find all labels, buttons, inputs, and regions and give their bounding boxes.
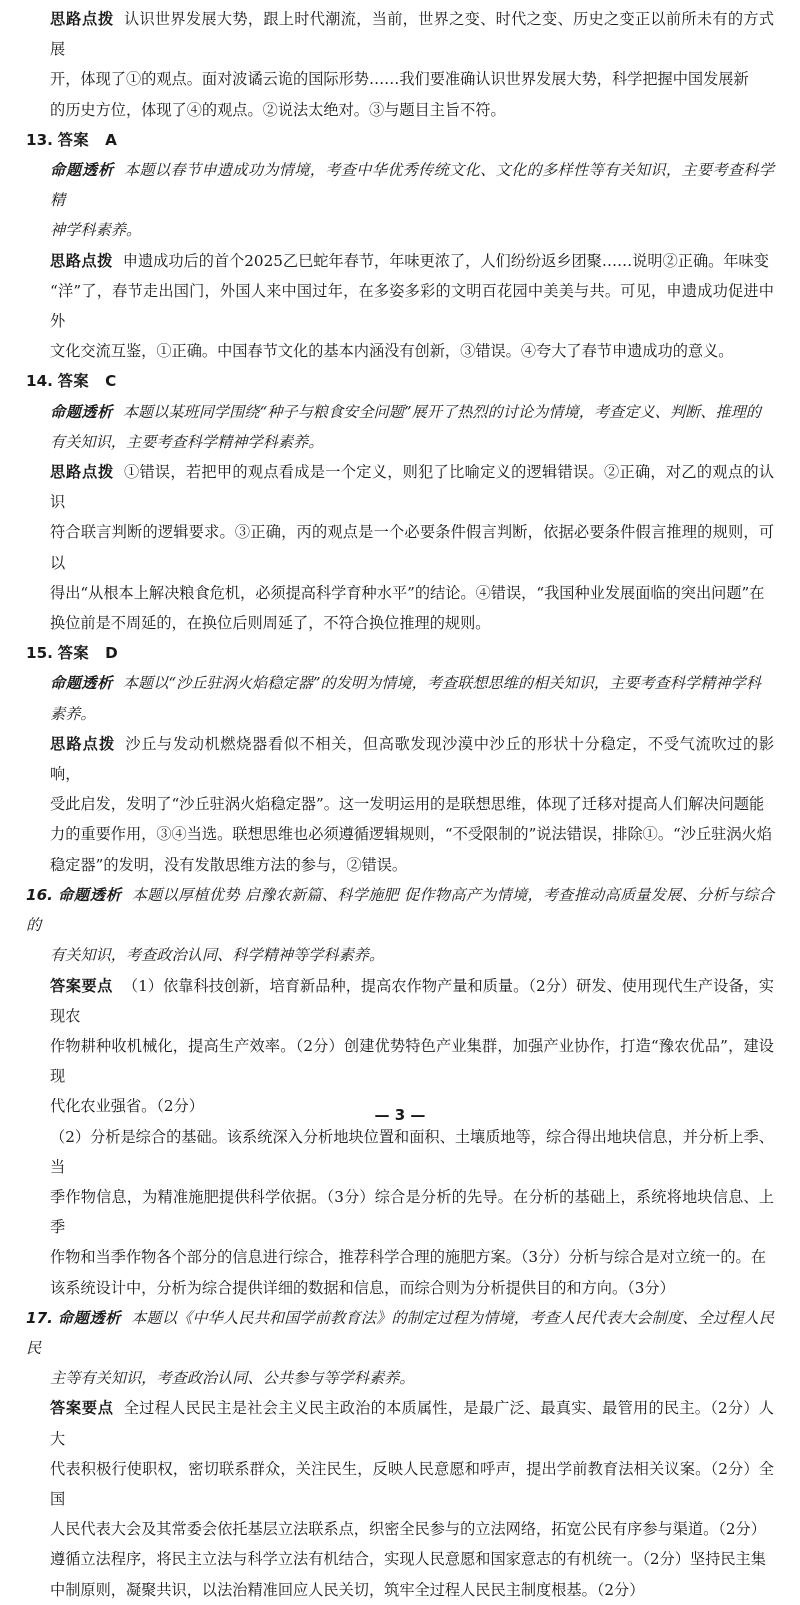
q13-silu-line-1: 申遗成功后的首个2025乙巳蛇年春节，年味更浓了，人们纷纷返乡团聚……说明②正确。年味变: [122, 251, 769, 270]
question-number: 14.: [26, 372, 53, 391]
answer-value: C: [105, 372, 117, 391]
q13-mingti-line-2: 神学科素养。: [50, 221, 142, 240]
mingti-label: 命题透析: [57, 885, 122, 904]
q13-mingti: [26, 155, 774, 246]
q16-part2-line-3: 作物和当季作物各个部分的信息进行综合，推荐科学合理的施肥方案。（3分）分析与综合是对立统一的。在: [50, 1248, 766, 1267]
q14-silu-line-3: 得出“从根本上解决粮食危机，必须提高科学育种水平”的结论。④错误，“我国种业发展面临的突出问题”在: [50, 583, 765, 602]
q16-part2-line-4: 该系统设计中，分析为综合提供详细的数据和信息，而综合则为分析提供目的和方向。（3分）: [50, 1278, 675, 1297]
answer-label: 答案: [57, 644, 90, 663]
q16-yaodian-line-3: 代化农业强省。（2分）: [50, 1097, 204, 1116]
q17-mingti-line-2: 主等有关知识，考查政治认同、公共参与等学科素养。: [50, 1369, 415, 1388]
q15-silu-line-2: 受此启发，发明了“沙丘驻涡火焰稳定器”。这一发明运用的是联想思维，体现了迁移对提高人们解决问题能: [50, 795, 765, 814]
q12-silu: [26, 4, 774, 125]
yaodian-label: 答案要点: [50, 1399, 114, 1418]
q15-silu: [26, 729, 774, 880]
q16-part2-line-1: （2）分析是综合的基础。该系统深入分析地块位置和面积、土壤质地等，综合得出地块信息，并分析上季、当: [50, 1127, 774, 1176]
q15-silu-line-3: 力的重要作用，③④当选。联想思维也必须遵循逻辑规则，“不受限制的”说法错误，排除①。“沙丘驻涡火焰: [50, 825, 772, 844]
answer-label: 答案: [57, 130, 90, 149]
q13-silu-line-3: 文化交流互鉴，①正确。中国春节文化的基本内涵没有创新，③错误。④夸大了春节申遗成功的意义。: [50, 342, 734, 361]
answer-value: D: [105, 644, 118, 663]
q15-header: [26, 638, 774, 668]
silu-label: 思路点拨: [50, 10, 114, 28]
q14-silu-line-4: 换位前是不周延的，在换位后则周延了，不符合换位推理的规则。: [50, 614, 491, 633]
q17-mingti-line-1: 本题以《中华人民共和国学前教育法》的制定过程为情境，考查人民代表大会制度、全过程人民民: [26, 1308, 775, 1357]
question-number: 15.: [26, 644, 53, 663]
q14-silu-line-1: ①错误，若把甲的观点看成是一个定义，则犯了比喻定义的逻辑错误。②正确，对乙的观点的认识: [50, 463, 775, 512]
q16-mingti-line-1: 本题以厚植优势 启豫农新篇、科学施肥 促作物高产为情境，考查推动高质量发展、分析与综合的: [26, 885, 775, 935]
mingti-label: 命题透析: [50, 674, 113, 693]
q15-mingti: [26, 668, 774, 728]
q13-silu-line-2: “洋”了，春节走出国门，外国人来中国过年，在多姿多彩的文明百花园中美美与共。可见，申遗成功促进中外: [50, 281, 774, 331]
answer-value: A: [105, 130, 117, 149]
q16-part2-line-2: 季作物信息，为精准施肥提供科学依据。（3分）综合是分析的先导。在分析的基础上，系统将地块信息、上季: [50, 1187, 774, 1237]
q14-silu-line-2: 符合联言判断的逻辑要求。③正确，丙的观点是一个必要条件假言判断，依据必要条件假言推理的规则，可以: [50, 523, 774, 572]
q13-mingti-line-1: 本题以春节申遗成功为情境，考查中华优秀传统文化、文化的多样性等有关知识，主要考查科学精: [50, 161, 775, 210]
q15-silu-line-1: 沙丘与发动机燃烧器看似不相关，但高歌发现沙漠中沙丘的形状十分稳定，不受气流吹过的影响，: [50, 734, 775, 784]
silu-label: 思路点拨: [50, 463, 114, 482]
q17-yaodian-line-3: 人民代表大会及其常委会依托基层立法联系点，织密全民参与的立法网络，拓宽公民有序参与渠道。（2分）: [50, 1520, 766, 1539]
q15-mingti-line-2: 素养。: [50, 704, 96, 723]
silu-label: 思路点拨: [50, 734, 116, 753]
q17-mingti: [26, 1303, 774, 1394]
q13-silu: [26, 246, 774, 367]
silu-label: 思路点拨: [50, 251, 113, 270]
q14-mingti-line-2: 有关知识，主要考查科学精神学科素养。: [50, 432, 324, 451]
question-number: 17.: [26, 1308, 53, 1327]
q16-yaodian: [26, 971, 774, 1303]
q17-yaodian-line-2: 代表积极行使职权，密切联系群众，关注民生，反映人民意愿和呼声，提出学前教育法相关议案。（2分）全国: [50, 1459, 774, 1508]
q13-header: [26, 125, 774, 155]
q12-silu-line-1: 认识世界发展大势，跟上时代潮流，当前，世界之变、时代之变、历史之变正以前所未有的方式展: [50, 10, 775, 59]
question-number: 16.: [26, 885, 53, 904]
answer-label: 答案: [57, 372, 90, 391]
mingti-label: 命题透析: [57, 1308, 122, 1327]
mingti-label: 命题透析: [50, 402, 113, 421]
q16-mingti: [26, 880, 774, 971]
q14-silu: [26, 457, 774, 638]
yaodian-label: 答案要点: [50, 976, 113, 995]
q17-yaodian-line-1: 全过程人民民主是社会主义民主政治的本质属性，是最广泛、最真实、最管用的民主。（2分）人大: [50, 1399, 774, 1448]
q17-yaodian-line-5: 中制原则，凝聚共识，以法治精准回应人民关切，筑牢全过程人民民主制度根基。（2分）: [50, 1580, 645, 1599]
q16-mingti-line-2: 有关知识，考查政治认同、科学精神等学科素养。: [50, 946, 385, 965]
q17-yaodian-line-4: 遵循立法程序，将民主立法与科学立法有机结合，实现人民意愿和国家意志的有机统一。（2分）坚持民主集: [50, 1550, 766, 1569]
q16-yaodian-line-1: （1）依靠科技创新，培育新品种，提高农作物产量和质量。（2分）研发、使用现代生产设备，实现农: [50, 976, 774, 1025]
q17-yaodian: [26, 1393, 774, 1604]
q12-silu-line-3: 的历史方位，体现了④的观点。②说法太绝对。③与题目主旨不符。: [50, 100, 506, 119]
q14-mingti: [26, 397, 774, 457]
mingti-label: 命题透析: [50, 161, 114, 180]
q15-silu-line-4: 稳定器”的发明，没有发散思维方法的参与，②错误。: [50, 855, 408, 874]
page-number: — 3 —: [374, 1106, 426, 1124]
q12-silu-line-2: 开，体现了①的观点。面对波谲云诡的国际形势……我们要准确认识世界发展大势，科学把握中国发展新: [50, 70, 749, 89]
q16-yaodian-line-2: 作物耕种收机械化，提高生产效率。（2分）创建优势特色产业集群，加强产业协作，打造“豫农优品”，建设现: [50, 1036, 774, 1086]
q14-header: [26, 366, 774, 396]
question-number: 13.: [26, 130, 53, 149]
q15-mingti-line-1: 本题以“沙丘驻涡火焰稳定器”的发明为情境，考查联想思维的相关知识，主要考查科学精神学科: [122, 674, 761, 693]
q14-mingti-line-1: 本题以某班同学围绕“种子与粮食安全问题”展开了热烈的讨论为情境，考查定义、判断、推理的: [122, 402, 761, 421]
